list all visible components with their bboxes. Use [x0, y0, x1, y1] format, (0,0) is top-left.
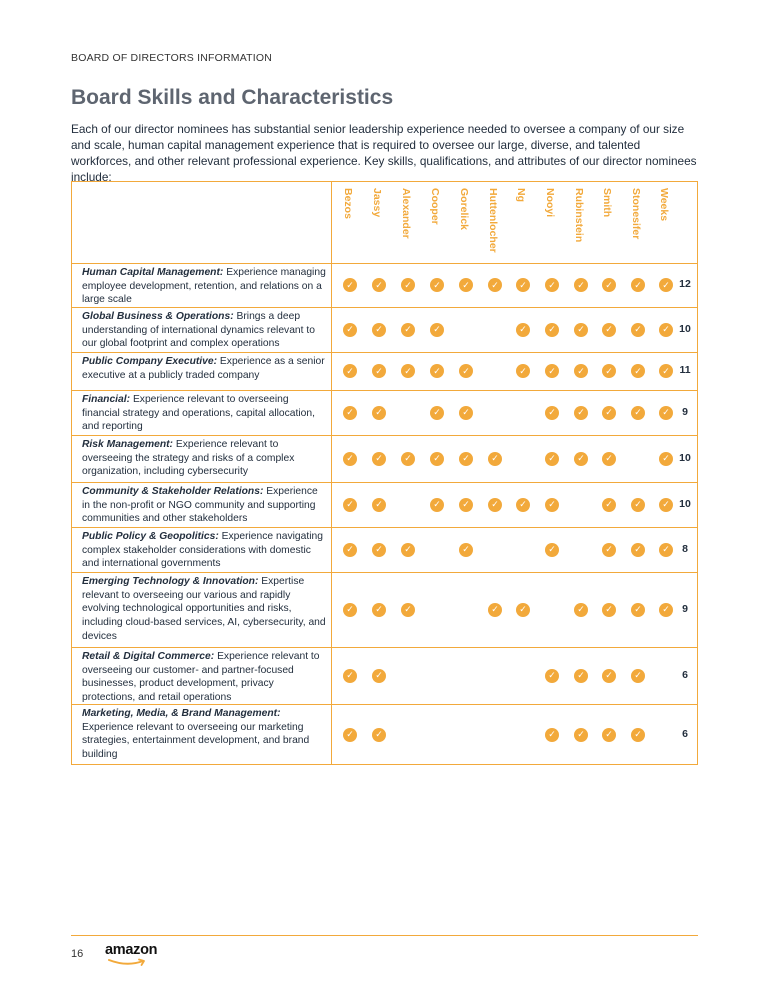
page-title: Board Skills and Characteristics [71, 86, 394, 109]
check-circle-icon: ✓ [631, 603, 645, 617]
skill-count: 6 [682, 668, 688, 681]
skill-detail: Experience relevant to overseeing financial strategy and operations, capital allocation, and reporting [82, 394, 315, 433]
check-circle-icon: ✓ [459, 406, 473, 420]
skill-row [72, 704, 697, 765]
skill-description [82, 485, 326, 526]
skill-name: Risk Management: [82, 439, 173, 450]
skill-row [72, 482, 697, 528]
check-circle-icon: ✓ [516, 603, 530, 617]
check-circle-icon: ✓ [545, 278, 559, 292]
director-name-cooper: Cooper [429, 188, 441, 225]
check-circle-icon: ✓ [659, 603, 673, 617]
check-circle-icon: ✓ [545, 364, 559, 378]
check-circle-icon: ✓ [631, 728, 645, 742]
check-circle-icon: ✓ [343, 728, 357, 742]
page-number: 16 [71, 948, 84, 960]
skill-count: 12 [679, 278, 691, 290]
check-circle-icon: ✓ [545, 406, 559, 420]
check-circle-icon: ✓ [631, 406, 645, 420]
director-name-bezos: Bezos [342, 188, 354, 219]
check-circle-icon: ✓ [488, 452, 502, 466]
skill-detail: Experience navigating complex stakeholder considerations with domestic and international governments [82, 531, 323, 570]
skill-description [82, 393, 326, 434]
check-circle-icon: ✓ [631, 669, 645, 683]
director-name-huttenlocher: Huttenlocher [487, 188, 499, 253]
skill-description [82, 266, 326, 307]
check-circle-icon: ✓ [659, 406, 673, 420]
check-circle-icon: ✓ [631, 498, 645, 512]
director-name-nooyi: Nooyi [544, 188, 556, 218]
check-circle-icon: ✓ [459, 452, 473, 466]
check-circle-icon: ✓ [516, 364, 530, 378]
skill-count: 11 [679, 364, 691, 376]
skill-row [72, 390, 697, 436]
check-circle-icon: ✓ [488, 603, 502, 617]
check-circle-icon: ✓ [602, 323, 616, 337]
check-circle-icon: ✓ [401, 543, 415, 557]
check-circle-icon: ✓ [372, 603, 386, 617]
skill-count: 10 [679, 322, 691, 335]
check-circle-icon: ✓ [602, 669, 616, 683]
skill-name: Retail & Digital Commerce: [82, 651, 215, 662]
amazon-logo [105, 942, 163, 966]
skills-matrix [71, 181, 698, 765]
check-circle-icon: ✓ [343, 278, 357, 292]
check-circle-icon: ✓ [372, 498, 386, 512]
skill-detail: Experience managing employee development, retention, and relations on a large scale [82, 267, 326, 306]
skill-detail: Experience as a senior executive at a publicly traded company [82, 356, 325, 381]
check-circle-icon: ✓ [574, 669, 588, 683]
check-circle-icon: ✓ [631, 543, 645, 557]
check-circle-icon: ✓ [574, 278, 588, 292]
check-circle-icon: ✓ [372, 278, 386, 292]
check-circle-icon: ✓ [459, 278, 473, 292]
check-circle-icon: ✓ [631, 323, 645, 337]
check-circle-icon: ✓ [488, 278, 502, 292]
skill-count: 10 [679, 451, 691, 464]
check-circle-icon: ✓ [574, 406, 588, 420]
director-name-jassy: Jassy [371, 188, 383, 218]
skill-row [72, 647, 697, 705]
skill-name: Marketing, Media, & Brand Management: [82, 708, 281, 719]
skill-description [82, 575, 326, 644]
check-circle-icon: ✓ [574, 728, 588, 742]
skill-name: Human Capital Management: [82, 267, 224, 278]
check-circle-icon: ✓ [401, 364, 415, 378]
check-circle-icon: ✓ [430, 498, 444, 512]
check-circle-icon: ✓ [545, 452, 559, 466]
check-circle-icon: ✓ [602, 406, 616, 420]
director-name-smith: Smith [601, 188, 613, 218]
skill-row [72, 307, 697, 353]
check-circle-icon: ✓ [631, 278, 645, 292]
check-circle-icon: ✓ [545, 543, 559, 557]
check-circle-icon: ✓ [574, 452, 588, 466]
director-name-rubinstein: Rubinstein [573, 188, 585, 243]
check-circle-icon: ✓ [430, 278, 444, 292]
check-circle-icon: ✓ [401, 323, 415, 337]
director-name-alexander: Alexander [400, 188, 412, 239]
check-circle-icon: ✓ [430, 452, 444, 466]
check-circle-icon: ✓ [343, 406, 357, 420]
check-circle-icon: ✓ [574, 323, 588, 337]
intro-paragraph: Each of our director nominees has substantial senior leadership experience needed to oversee a company of our size and scale, human capital management experience that is required to oversee our large, diverse, and talented workforces, and other relevant professional experience. Key skills, qualifications, and attributes of our director nominees include: [71, 122, 697, 184]
check-circle-icon: ✓ [602, 543, 616, 557]
check-circle-icon: ✓ [459, 364, 473, 378]
check-circle-icon: ✓ [343, 603, 357, 617]
check-circle-icon: ✓ [430, 323, 444, 337]
skill-name: Public Company Executive: [82, 356, 218, 367]
skill-name: Community & Stakeholder Relations: [82, 486, 264, 497]
check-circle-icon: ✓ [372, 543, 386, 557]
skill-count: 8 [682, 542, 688, 555]
check-circle-icon: ✓ [430, 406, 444, 420]
director-name-gorelick: Gorelick [458, 188, 470, 231]
check-circle-icon: ✓ [343, 364, 357, 378]
skill-name: Financial: [82, 394, 131, 405]
check-circle-icon: ✓ [574, 603, 588, 617]
skill-row [72, 527, 697, 573]
skill-count: 10 [679, 497, 691, 510]
check-circle-icon: ✓ [602, 498, 616, 512]
skill-row [72, 435, 697, 483]
skill-row [72, 572, 697, 648]
check-circle-icon: ✓ [602, 603, 616, 617]
check-circle-icon: ✓ [516, 278, 530, 292]
section-label: BOARD OF DIRECTORS INFORMATION [71, 52, 273, 64]
check-circle-icon: ✓ [545, 498, 559, 512]
skill-detail: Experience in the non-profit or NGO community and supporting communities and other stakeholders [82, 486, 318, 525]
skill-description [82, 310, 326, 351]
check-circle-icon: ✓ [459, 543, 473, 557]
check-circle-icon: ✓ [401, 452, 415, 466]
skill-description [82, 355, 326, 382]
check-circle-icon: ✓ [372, 669, 386, 683]
check-circle-icon: ✓ [659, 278, 673, 292]
skill-name: Emerging Technology & Innovation: [82, 576, 259, 587]
check-circle-icon: ✓ [343, 452, 357, 466]
skill-count: 9 [682, 602, 688, 615]
check-circle-icon: ✓ [430, 364, 444, 378]
check-circle-icon: ✓ [545, 669, 559, 683]
skill-detail: Expertise relevant to overseeing our various and rapidly evolving technological opportunities and risks, including cloud-based services, AI, cybersecurity, and devices [82, 576, 326, 642]
director-name-ng: Ng [515, 188, 527, 202]
skill-row [72, 352, 697, 391]
skill-count: 6 [682, 727, 688, 740]
check-circle-icon: ✓ [343, 498, 357, 512]
logo-text: amazon [105, 942, 158, 958]
check-circle-icon: ✓ [545, 728, 559, 742]
skill-description [82, 650, 326, 705]
skill-description [82, 438, 326, 479]
check-circle-icon: ✓ [343, 669, 357, 683]
skill-row [72, 263, 697, 308]
skill-detail: Experience relevant to overseeing our customer- and partner-focused businesses, product development, privacy protections, and retail operations [82, 651, 320, 704]
check-circle-icon: ✓ [372, 452, 386, 466]
skill-count: 9 [682, 405, 688, 418]
check-circle-icon: ✓ [372, 406, 386, 420]
check-circle-icon: ✓ [574, 364, 588, 378]
check-circle-icon: ✓ [659, 364, 673, 378]
skill-detail: Brings a deep understanding of international dynamics relevant to our global footprint and complex operations [82, 311, 315, 350]
check-circle-icon: ✓ [659, 498, 673, 512]
check-circle-icon: ✓ [343, 543, 357, 557]
skill-detail: Experience relevant to overseeing the strategy and risks of a complex organization, including cybersecurity [82, 439, 295, 478]
check-circle-icon: ✓ [372, 728, 386, 742]
footer-divider [71, 935, 698, 936]
check-circle-icon: ✓ [488, 498, 502, 512]
check-circle-icon: ✓ [401, 278, 415, 292]
skill-name: Global Business & Operations: [82, 311, 234, 322]
director-name-weeks: Weeks [658, 188, 670, 222]
skill-description [82, 707, 326, 762]
check-circle-icon: ✓ [401, 603, 415, 617]
check-circle-icon: ✓ [372, 364, 386, 378]
amazon-smile-arrow-icon [107, 958, 149, 967]
check-circle-icon: ✓ [631, 364, 645, 378]
skill-description [82, 530, 326, 571]
check-circle-icon: ✓ [602, 452, 616, 466]
check-circle-icon: ✓ [659, 452, 673, 466]
check-circle-icon: ✓ [545, 323, 559, 337]
check-circle-icon: ✓ [602, 278, 616, 292]
check-circle-icon: ✓ [372, 323, 386, 337]
check-circle-icon: ✓ [659, 543, 673, 557]
check-circle-icon: ✓ [659, 323, 673, 337]
check-circle-icon: ✓ [516, 498, 530, 512]
skill-name: Public Policy & Geopolitics: [82, 531, 219, 542]
check-circle-icon: ✓ [459, 498, 473, 512]
check-circle-icon: ✓ [516, 323, 530, 337]
check-circle-icon: ✓ [602, 728, 616, 742]
check-circle-icon: ✓ [602, 364, 616, 378]
skill-detail: Experience relevant to overseeing our marketing strategies, entertainment development, and brand building [82, 721, 310, 761]
check-circle-icon: ✓ [343, 323, 357, 337]
director-name-stonesifer: Stonesifer [630, 188, 642, 240]
